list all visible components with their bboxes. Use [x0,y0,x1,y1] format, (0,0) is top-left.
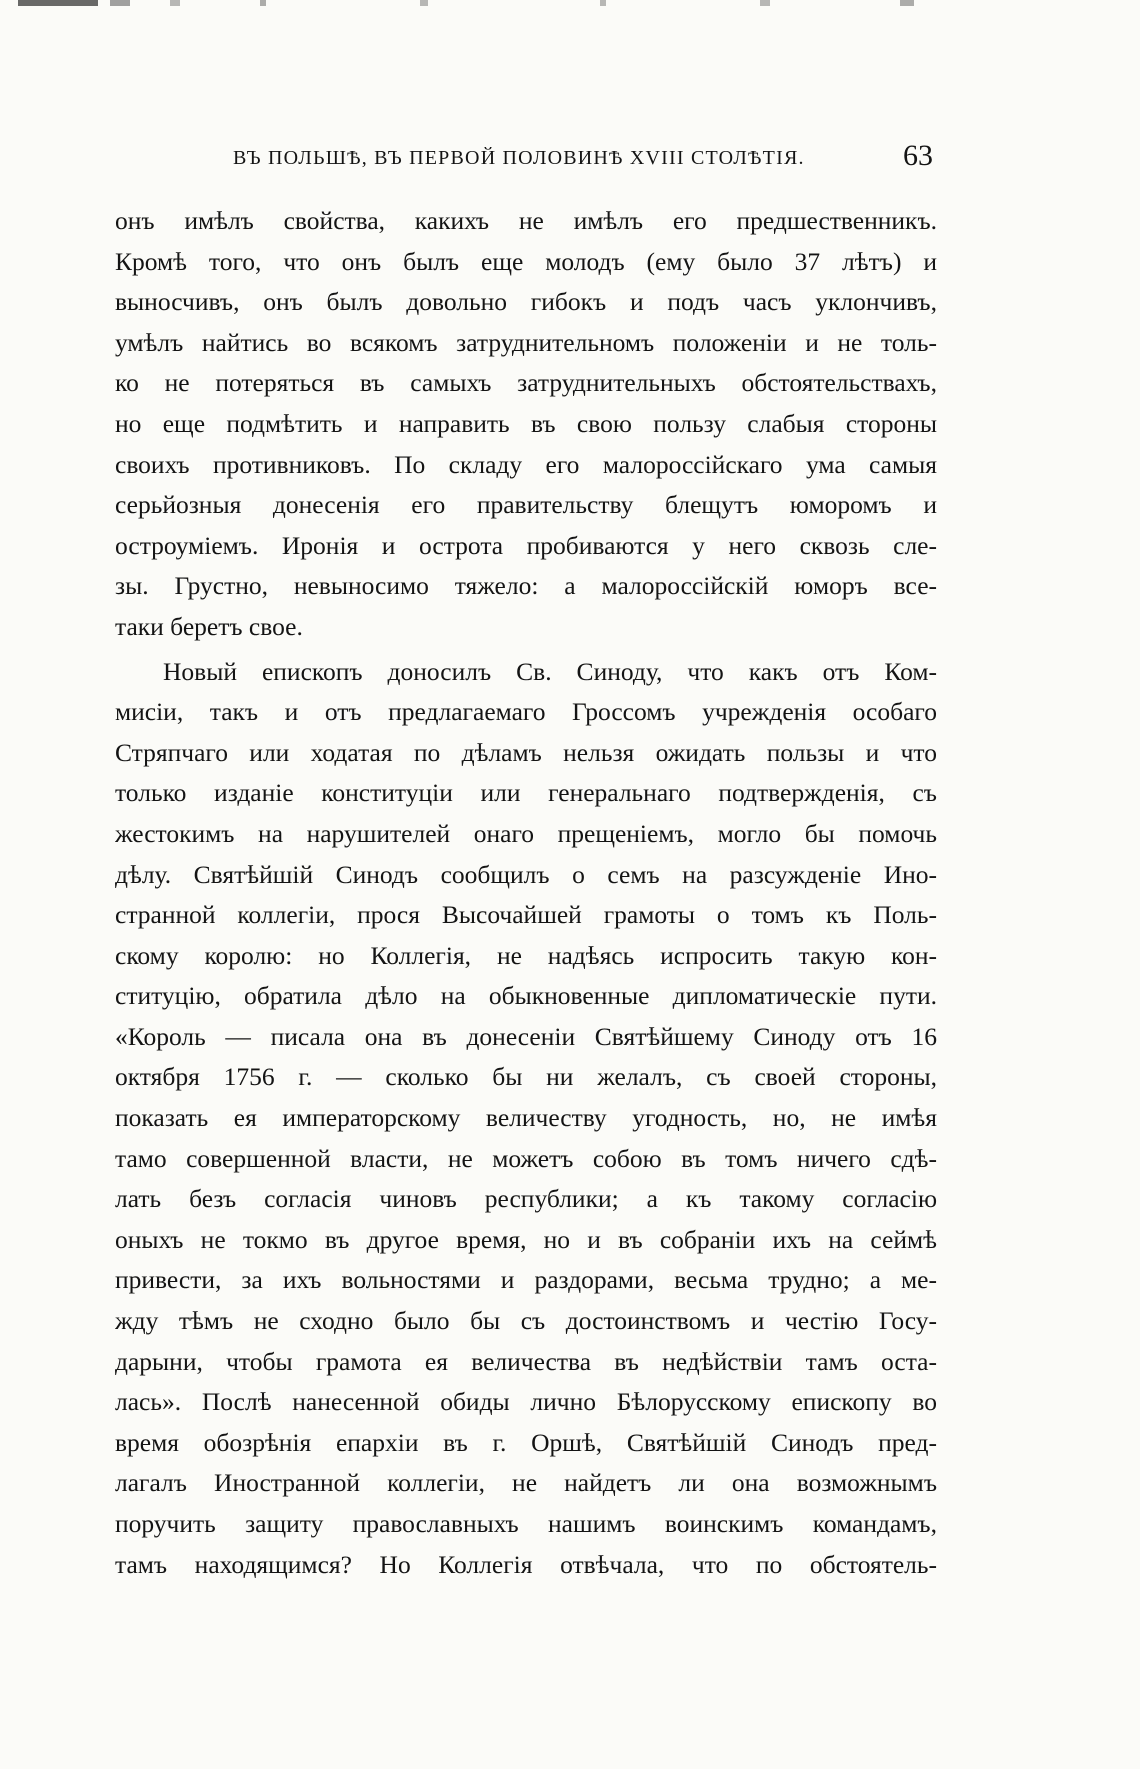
text-line: но еще подмѣтить и направить въ свою пользу слабыя стороны [115,408,937,438]
paragraph-2 [115,652,937,1586]
text-line: Кромѣ того, что онъ былъ еще молодъ (ему было 37 лѣтъ) и [115,246,937,276]
text-line: время обозрѣнія епархіи въ г. Оршѣ, Святѣйшій Синодъ пред- [115,1427,937,1457]
text-line: лать безъ согласія чиновъ республики; а къ такому согласію [115,1184,937,1214]
text-line: поручить защиту православныхъ нашимъ воинскимъ командамъ, [115,1509,937,1538]
text-line: дѣлу. Святѣйшій Синодъ сообщилъ о семъ на разсужденіе Ино- [115,859,937,889]
text-line: онъ имѣлъ свойства, какихъ не имѣлъ его предшественникъ. [115,206,937,235]
text-line: жестокимъ на нарушителей онаго прещеніемъ, могло бы помочь [115,818,937,848]
text-line: показать ея императорскому величеству угодность, но, не имѣя [115,1103,937,1133]
text-line: своихъ противниковъ. По складу его малороссійскаго ума самыя [115,449,937,479]
page-header [233,138,933,178]
text-line: Стряпчаго или ходатая по дѣламъ нельзя ожидать пользы и что [115,737,937,767]
text-line: таки беретъ свое. [115,611,303,641]
text-line: тамо совершенной власти, не можетъ собою въ томъ ничего сдѣ- [115,1143,937,1173]
text-line: октября 1756 г. — сколько бы ни желалъ, съ своей стороны, [115,1062,937,1092]
text-line: умѣлъ найтись во всякомъ затруднительномъ положеніи и не толь- [115,327,937,357]
text-line: лагалъ Иностранной коллегіи, не найдетъ ли она возможнымъ [115,1468,937,1498]
page-number: 63 [903,139,933,172]
text-line: ко не потеряться въ самыхъ затруднительныхъ обстоятельствахъ, [115,368,937,398]
text-line: выносчивъ, онъ былъ довольно гибокъ и подъ часъ уклончивъ, [115,287,937,317]
text-line: скому королю: но Коллегія, не надѣясь испросить такую кон- [115,940,937,970]
text-line: странной коллегіи, прося Высочайшей грамоты о томъ къ Поль- [115,900,937,930]
text-line: привести, за ихъ вольностями и раздорами, весьма трудно; а ме- [115,1265,937,1295]
body-text [115,201,937,1585]
text-line: ституцію, обратила дѣло на обыкновенные дипломатическіе пути. [115,981,937,1011]
text-line: Новый епископъ доносилъ Св. Синоду, что какъ отъ Ком- [163,656,937,686]
paragraph-1 [115,201,937,648]
text-line: остроуміемъ. Иронія и острота пробиваются у него сквозь сле- [115,530,937,560]
text-line: только изданіе конституціи или генеральнаго подтвержденія, съ [115,778,937,808]
text-line: «Король — писала она въ донесеніи Святѣйшему Синоду отъ 16 [115,1021,937,1051]
text-line: дарыни, чтобы грамота ея величества въ недѣйствіи тамъ оста- [115,1346,937,1376]
text-line: жду тѣмъ не сходно было бы съ достоинствомъ и честію Госу- [115,1306,937,1336]
text-line: оныхъ не токмо въ другое время, но и въ собраніи ихъ на сеймѣ [115,1224,937,1254]
running-title: ВЪ ПОЛЬШѢ, ВЪ ПЕРВОЙ ПОЛОВИНѢ XVIII СТОЛѢТІЯ. [233,147,805,169]
text-line: серьйозныя донесенія его правительству блещутъ юморомъ и [115,490,937,520]
text-line: мисіи, такъ и отъ предлагаемаго Гроссомъ учрежденія особаго [115,697,937,727]
text-line: лась». Послѣ нанесенной обиды лично Бѣлорусскому епископу во [115,1387,937,1417]
text-line: тамъ находящимся? Но Коллегія отвѣчала, что по обстоятель- [115,1549,937,1579]
text-line: зы. Грустно, невыносимо тяжело: а малороссійскій юморъ все- [115,571,937,601]
